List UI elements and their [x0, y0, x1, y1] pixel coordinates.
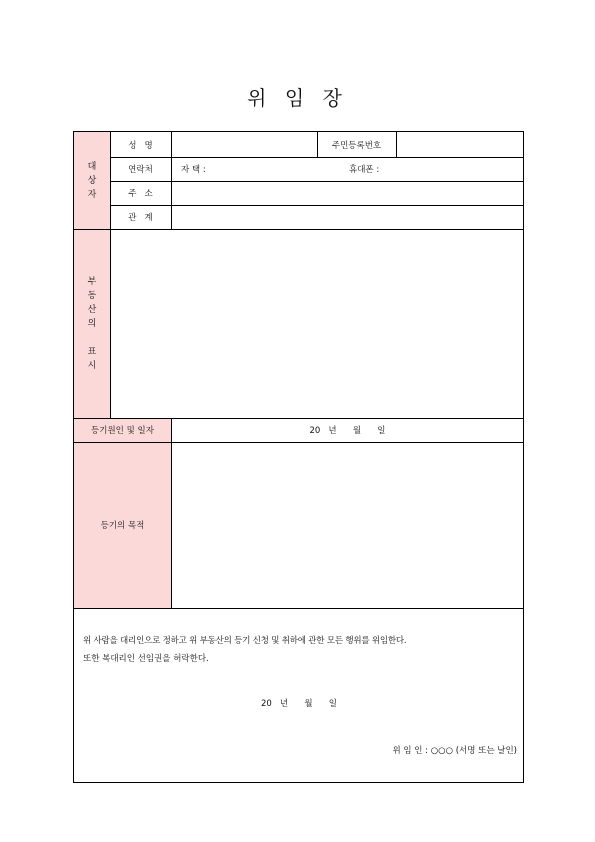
mobile-label: 휴대폰 :	[349, 165, 380, 175]
target-section-label	[74, 132, 110, 229]
signer-line[interactable]: 위 임 인 : ○○○ (서명 또는 날인)	[392, 746, 517, 756]
mobile-field[interactable]	[394, 158, 522, 180]
divider	[110, 132, 111, 418]
divider	[74, 418, 524, 419]
name-label: 성 명	[128, 140, 153, 151]
divider	[74, 229, 524, 230]
target-label-char-3: 자	[87, 189, 97, 200]
divider	[110, 157, 524, 158]
purpose-field[interactable]	[171, 442, 524, 608]
registration-date-value[interactable]: 20 년 월 일	[309, 426, 386, 436]
id-number-label: 주민등록번호	[331, 140, 382, 151]
relation-field[interactable]	[171, 205, 524, 229]
purpose-label: 등기의 목적	[74, 442, 171, 608]
property-label-char-4: 의	[87, 318, 97, 329]
relation-label: 관 계	[128, 213, 153, 223]
divider	[74, 442, 524, 443]
property-section-label	[74, 229, 110, 418]
statement-line-2: 또한 복대리인 선임권을 허락한다.	[83, 654, 209, 664]
divider	[317, 132, 318, 157]
divider	[110, 181, 524, 182]
property-label-char-6: 시	[87, 360, 97, 371]
address-label: 주 소	[128, 189, 153, 199]
registration-date-label: 등기원인 및 일자	[74, 418, 171, 442]
divider	[171, 132, 172, 229]
contact-label: 연락처	[128, 165, 153, 175]
property-label-char-3: 산	[87, 304, 97, 315]
target-label-char-1: 대	[87, 161, 97, 172]
home-phone-field[interactable]	[219, 158, 329, 180]
divider	[171, 418, 172, 608]
statement-date[interactable]: 20 년 월 일	[261, 699, 337, 709]
property-field[interactable]	[110, 229, 524, 418]
name-field[interactable]	[171, 132, 317, 157]
document-title: 위 임 장	[247, 86, 348, 110]
divider	[110, 205, 524, 206]
property-label-char-1: 부	[87, 276, 97, 287]
statement-line-1: 위 사람을 대리인으로 정하고 위 부동산의 등기 신청 및 취하에 관한 모든 행위를 위임한다.	[83, 636, 407, 646]
divider	[396, 132, 397, 157]
address-field[interactable]	[171, 181, 524, 205]
target-label-char-2: 상	[87, 175, 97, 186]
id-number-field[interactable]	[396, 132, 524, 157]
property-label-char-5: 표	[87, 346, 97, 357]
divider	[74, 608, 524, 609]
home-phone-label: 자 택 :	[181, 165, 206, 175]
property-label-char-2: 동	[87, 290, 97, 301]
form-frame	[73, 131, 524, 783]
